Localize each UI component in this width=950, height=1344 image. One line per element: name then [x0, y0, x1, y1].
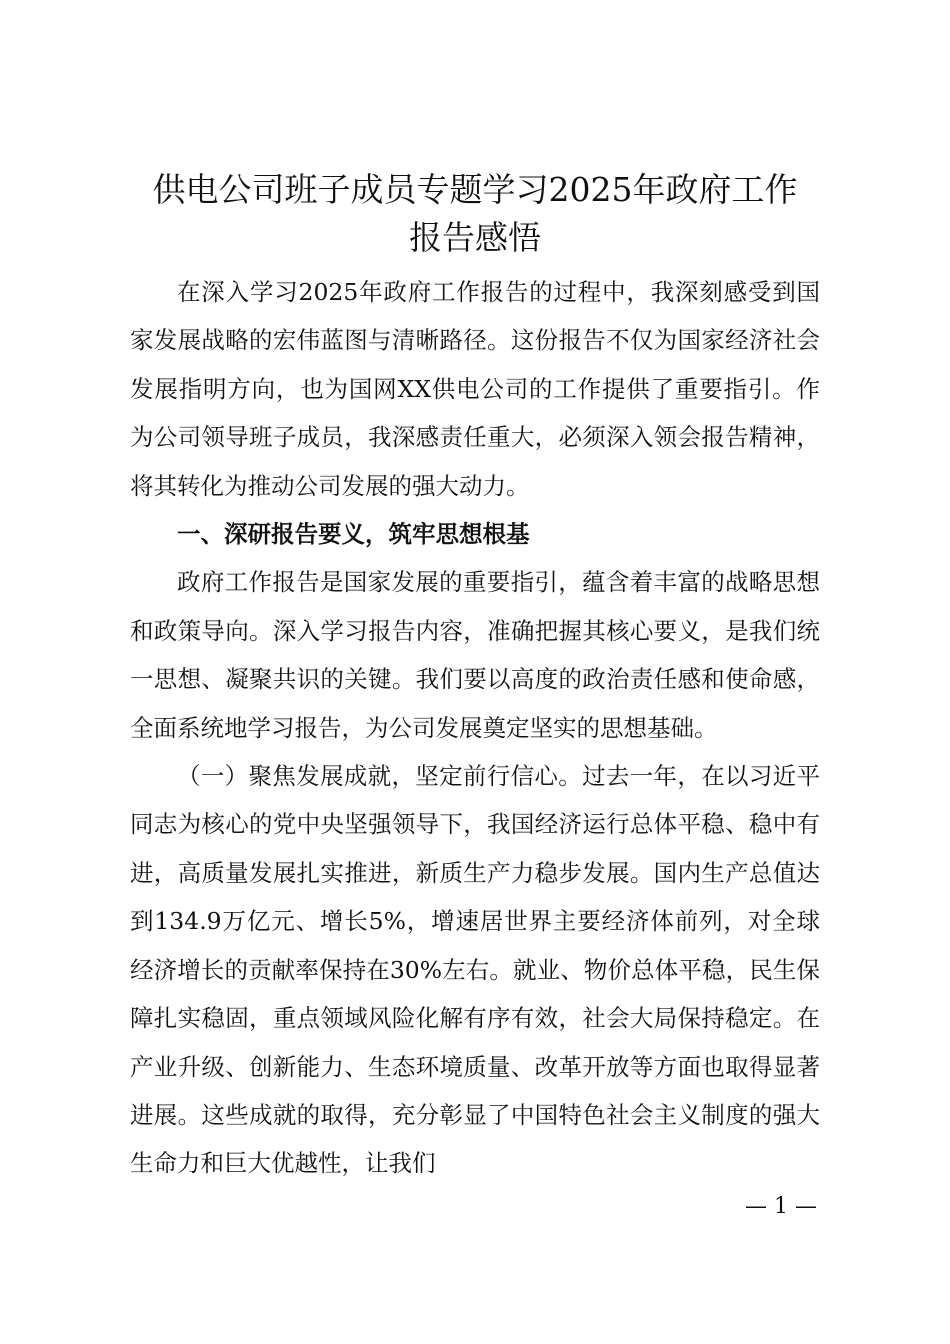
intro-paragraph: 在深入学习2025年政府工作报告的过程中，我深刻感受到国家发展战略的宏伟蓝图与清晰路径。这份报告不仅为国家经济社会发展指明方向，也为国网XX供电公司的工作提供了重要指引。作为公司领导班子成员，我深感责任重大，必须深入领会报告精神，将其转化为推动公司发展的强大动力。: [130, 278, 820, 500]
page-number: — 1 —: [745, 1194, 817, 1219]
title-line-2: 报告感悟: [409, 218, 541, 257]
document-body: [130, 268, 820, 1188]
subsection-1-paragraph: [130, 752, 820, 1188]
section-1-paragraph: 政府工作报告是国家发展的重要指引，蕴含着丰富的战略思想和政策导向。深入学习报告内容，准确把握其核心要义，是我们统一思想、凝聚共识的关键。我们要以高度的政治责任感和使命感，全面系统地学习报告，为公司发展奠定坚实的思想基础。: [130, 568, 820, 742]
subsection-1-text: 过去一年，在以习近平同志为核心的党中央坚强领导下，我国经济运行总体平稳、稳中有进，高质量发展扎实推进，新质生产力稳步发展。国内生产总值达到134.9万亿元、增长5%，增速居世界主要经济体前列，对全球经济增长的贡献率保持在30%左右。就业、物价总体平稳，民生保障扎实稳固，重点领域风险化解有序有效，社会大局保持稳定。在产业升级、创新能力、生态环境质量、改革开放等方面也取得显著进展。这些成就的取得，充分彰显了中国特色社会主义制度的强大生命力和巨大优越性，让我们: [130, 762, 821, 1178]
section-1-heading: 一、深研报告要义，筑牢思想根基: [177, 520, 530, 549]
subsection-1-heading: （一）聚焦发展成就，坚定前行信心。: [177, 762, 583, 791]
document-title: [125, 166, 825, 262]
title-line-1: 供电公司班子成员专题学习2025年政府工作: [152, 170, 798, 209]
